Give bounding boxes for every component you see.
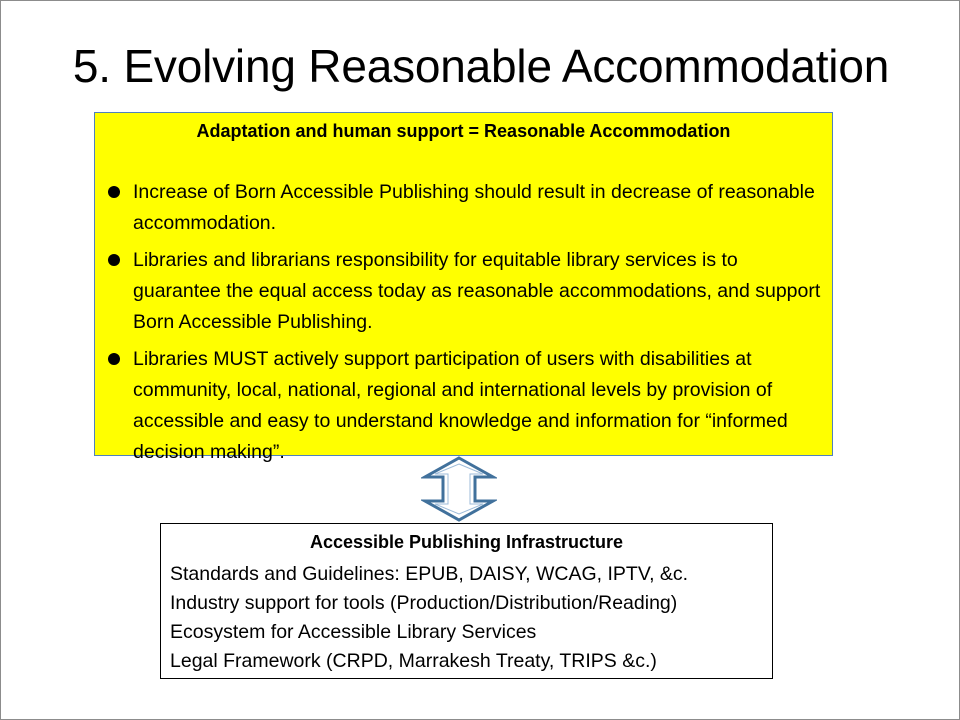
bullet-text: Increase of Born Accessible Publishing should result in decrease of reasonable accommodation. (133, 181, 815, 234)
accommodation-heading: Adaptation and human support = Reasonable Accommodation (196, 121, 731, 141)
bullet-item (105, 177, 825, 239)
infrastructure-item: Ecosystem for Accessible Library Services (170, 621, 537, 643)
slide-title: 5. Evolving Reasonable Accommodation (72, 40, 890, 92)
infrastructure-heading: Accessible Publishing Infrastructure (309, 532, 624, 552)
infrastructure-item: Legal Framework (CRPD, Marrakesh Treaty, TRIPS &c.) (170, 650, 657, 672)
infrastructure-item: Standards and Guidelines: EPUB, DAISY, WCAG, IPTV, &c. (170, 563, 689, 585)
up-down-arrow-icon (421, 456, 497, 522)
bullet-dot-icon (108, 353, 120, 365)
bullet-item (105, 344, 825, 468)
bullet-item (105, 245, 825, 338)
accommodation-bullet-list (105, 177, 825, 474)
reasonable-accommodation-box (94, 112, 833, 463)
bullet-dot-icon (108, 254, 120, 266)
bullet-text: Libraries and librarians responsibility for equitable library services is to guarantee the equal access today as reasonable accommodations, and support Born Accessible Publishing. (133, 249, 821, 333)
infrastructure-list (170, 560, 688, 676)
infrastructure-box (160, 523, 773, 679)
bullet-dot-icon (108, 186, 120, 198)
bullet-text: Libraries MUST actively support participation of users with disabilities at community, local, national, regional and international levels by provision of accessible and easy to understand knowledge and information for “informed decision making”. (133, 348, 788, 463)
infrastructure-item: Industry support for tools (Production/Distribution/Reading) (170, 592, 678, 614)
